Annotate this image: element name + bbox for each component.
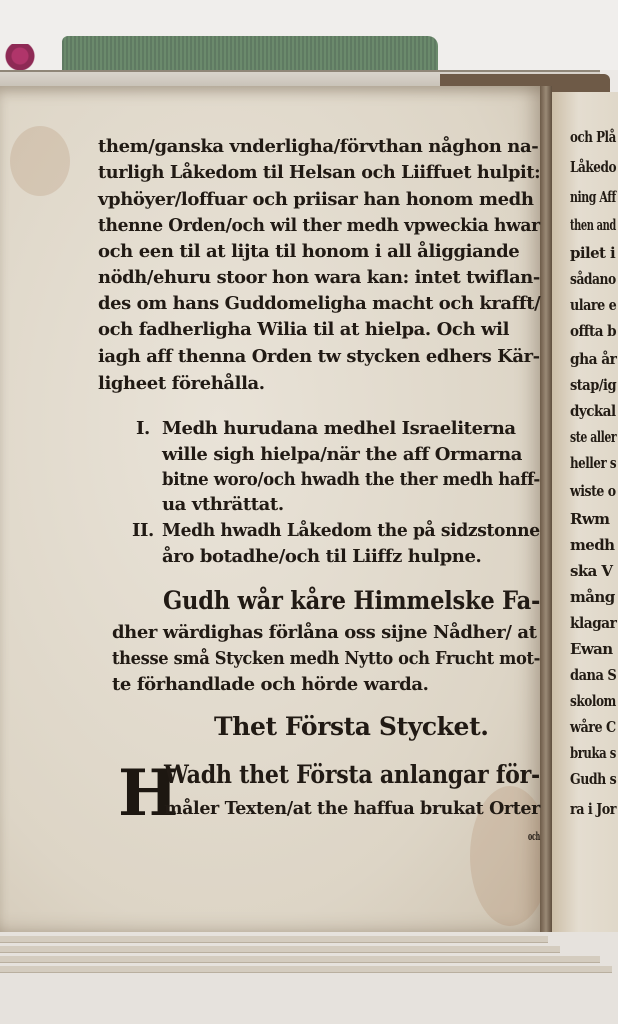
fragment-line: och Plå xyxy=(570,128,616,146)
fragment-line: wiste o xyxy=(570,482,616,500)
fragment-line: heller s xyxy=(570,454,617,472)
item-line: åro botadhe/och til Liiffz hulpne. xyxy=(162,546,482,567)
item-line: wille sigh hielpa/när the aff Ormarna xyxy=(162,444,523,465)
text-line: iagh aff thenna Orden tw stycken edhers Kär- xyxy=(98,346,540,367)
text-line: vphöyer/loffuar och priisar han honom medh xyxy=(98,189,534,210)
fragment-line: mång xyxy=(570,588,615,606)
text-line: them/ganska vnderligha/förvthan någhon na- xyxy=(98,136,539,157)
text-line: thenne Orden/och wil ther medh vpweckia hwar xyxy=(98,215,540,236)
prayer-line: Gudh wår kåre Himmelske Fa- xyxy=(163,586,541,615)
fragment-line: wåre C xyxy=(570,718,616,736)
text-line: des om hans Guddomeligha macht och krafft/ xyxy=(98,293,541,314)
fragment-line: medh xyxy=(570,536,615,554)
item-line: Medh hurudana medhel Israeliterna xyxy=(162,418,516,439)
fragment-line: ra i Jor xyxy=(570,800,616,818)
text-line: ligheet förehålla. xyxy=(98,373,265,394)
body-line: Wadh thet Första anlangar för- xyxy=(164,760,540,789)
catchword: och xyxy=(528,830,540,843)
item-number: I. xyxy=(136,418,150,439)
fragment-line: ulare e xyxy=(570,296,617,314)
text-line: turligh Låkedom til Helsan och Liiffuet hulpit: xyxy=(98,162,541,183)
body-line: måler Texten/at the haffua brukat Orter xyxy=(164,798,540,819)
fragment-line: stap/ig xyxy=(570,376,617,394)
fragment-line: ste aller xyxy=(570,428,617,446)
fragment-line: pilet i xyxy=(570,244,616,262)
prayer-line: thesse små Stycken medh Nytto och Frucht mot- xyxy=(112,648,541,669)
text-line: nödh/ehuru stoor hon wara kan: intet twiflan- xyxy=(98,267,540,288)
fragment-line: Låkedo xyxy=(570,158,617,176)
fragment-line: then and xyxy=(570,216,616,234)
item-number: II. xyxy=(132,520,154,541)
fragment-line: Ewan xyxy=(570,640,613,658)
item-line: Medh hwadh Låkedom the på sidzstonne xyxy=(162,520,540,541)
section-heading: Thet Första Stycket. xyxy=(214,712,489,741)
fragment-line: ska V xyxy=(570,562,613,580)
prayer-line: dher wärdighas förlåna oss sijne Nådher/ at xyxy=(112,622,537,643)
item-line: ua vthrättat. xyxy=(162,494,284,515)
fragment-line: bruka s xyxy=(570,744,616,762)
fragment-line: Gudh s xyxy=(570,770,617,788)
fragment-line: ning Aff xyxy=(570,188,616,206)
text-line: och een til at lijta til honom i all åliggiande xyxy=(98,241,520,262)
fragment-line: gha år xyxy=(570,350,617,368)
drop-cap-initial: H xyxy=(118,756,179,831)
fragment-line: sådano xyxy=(570,270,616,288)
fragment-line: Rwm xyxy=(570,510,610,528)
fragment-line: offta b xyxy=(570,322,617,340)
text-line: och fadherligha Wilia til at hielpa. Och wil xyxy=(98,319,510,340)
item-line: bitne woro/och hwadh the ther medh haff- xyxy=(162,469,540,490)
prayer-line: te förhandlade och hörde warda. xyxy=(112,674,429,695)
fragment-line: dyckal xyxy=(570,402,616,420)
fragment-line: klagar xyxy=(570,614,617,632)
fragment-line: dana S xyxy=(570,666,617,684)
fragment-line: skolom xyxy=(570,692,616,710)
